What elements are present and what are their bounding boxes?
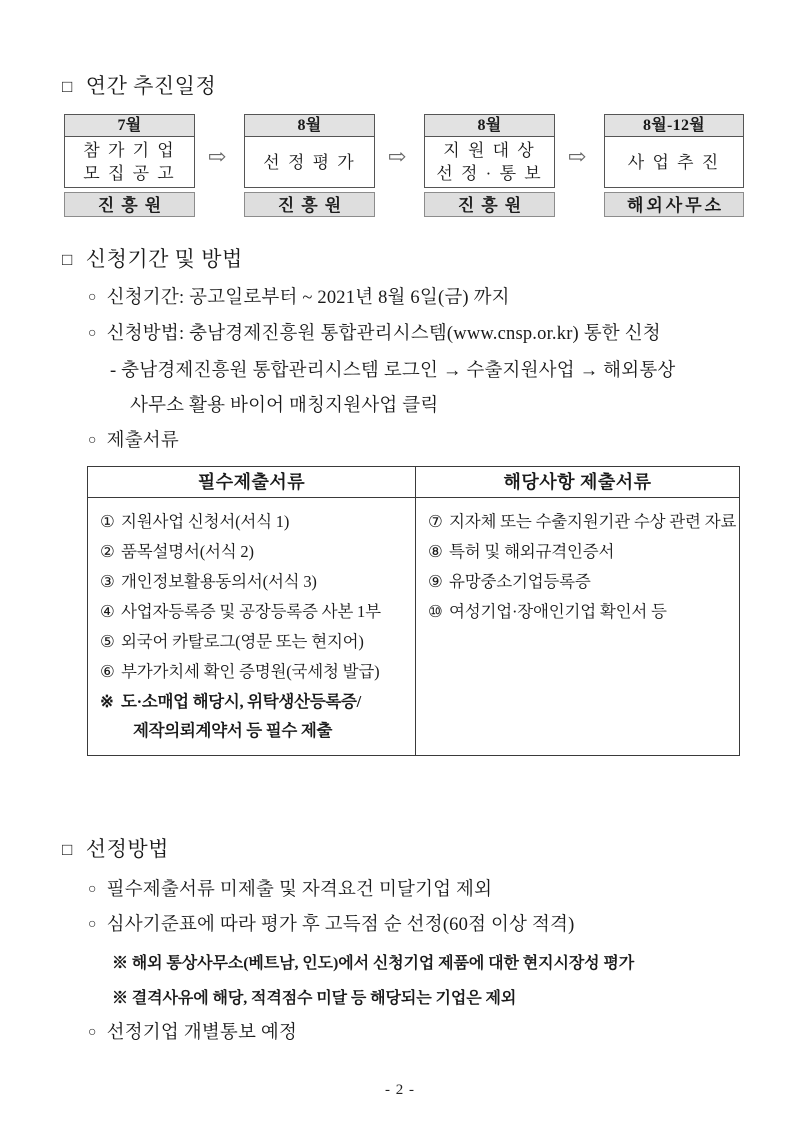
page-number-footer: - 2 - bbox=[385, 1082, 415, 1098]
flow-step-4-box bbox=[604, 114, 744, 188]
flow-step-1-line-2: 모 집 공 고 bbox=[83, 164, 176, 183]
note-text-line-1: 도·소매업 해당시, 위탁생산등록증/ bbox=[121, 692, 361, 711]
circle-bullet-icon: ○ bbox=[88, 1025, 97, 1040]
application-method-substep-1: - 충남경제진흥원 통합관리시스템 로그인 → 수출지원사업 → 해외통상 bbox=[110, 361, 676, 381]
documents-table-header-conditional: 해당사항 제출서류 bbox=[503, 472, 652, 492]
table-row-note-continued bbox=[88, 716, 415, 745]
section-heading-application bbox=[62, 243, 243, 273]
flow-step-1-org: 진흥원 bbox=[64, 192, 195, 217]
item-number: ⑤ bbox=[100, 632, 115, 651]
documents-column-conditional bbox=[416, 498, 739, 755]
flow-step-2 bbox=[244, 114, 375, 217]
square-bullet-icon: □ bbox=[62, 77, 73, 96]
flow-step-4-body bbox=[605, 137, 743, 187]
flow-step-4-org: 해외사무소 bbox=[604, 192, 744, 217]
flow-step-3-body bbox=[425, 137, 554, 187]
table-row bbox=[88, 567, 415, 597]
item-text: 사업자등록증 및 공장등록증 사본 1부 bbox=[121, 602, 381, 621]
item-number: ⑧ bbox=[428, 542, 443, 561]
circle-bullet-icon: ○ bbox=[88, 882, 97, 897]
table-row bbox=[88, 627, 415, 657]
table-row bbox=[88, 597, 415, 627]
bullet-text: 신청방법: 충남경제진흥원 통합관리시스템(www.cnsp.or.kr) 통한 신청 bbox=[106, 324, 661, 344]
circle-bullet-icon: ○ bbox=[88, 917, 97, 932]
item-text: 외국어 카탈로그(영문 또는 현지어) bbox=[121, 632, 364, 651]
flow-step-4 bbox=[604, 114, 744, 217]
item-text: 유망중소기업등록증 bbox=[449, 572, 591, 591]
flow-arrow-3-icon: ⇨ bbox=[567, 144, 587, 169]
flow-step-1-body bbox=[65, 137, 194, 187]
flow-step-3 bbox=[424, 114, 555, 217]
bullet-selection-criteria bbox=[88, 910, 574, 936]
annual-schedule-flowchart bbox=[64, 114, 744, 214]
bullet-text: 선정기업 개별통보 예정 bbox=[106, 1023, 298, 1043]
flow-step-2-body bbox=[245, 137, 374, 187]
documents-table-header-required: 필수제출서류 bbox=[88, 467, 416, 497]
item-text: 개인정보활용동의서(서식 3) bbox=[121, 572, 317, 591]
selection-note-2: ※ 결격사유에 해당, 적격점수 미달 등 해당되는 기업은 제외 bbox=[112, 990, 517, 1007]
flow-step-3-line-2: 선 정 · 통 보 bbox=[436, 164, 543, 183]
item-text: 지원사업 신청서(서식 1) bbox=[121, 512, 290, 531]
flow-step-1-box bbox=[64, 114, 195, 188]
circle-bullet-icon: ○ bbox=[88, 290, 97, 305]
section-heading-schedule bbox=[62, 70, 216, 100]
section-title-text: 연간 추진일정 bbox=[85, 74, 217, 98]
bullet-text: 제출서류 bbox=[106, 431, 179, 451]
flow-step-1-month: 7월 bbox=[65, 115, 194, 137]
documents-table-header-row bbox=[88, 467, 739, 498]
item-number: ④ bbox=[100, 602, 115, 621]
bullet-selection-notification bbox=[88, 1018, 297, 1044]
bullet-selection-exclusion bbox=[88, 875, 492, 901]
note-text-line-2: 제작의뢰계약서 등 필수 제출 bbox=[133, 721, 333, 740]
flow-step-3-line-1: 지 원 대 상 bbox=[443, 141, 536, 160]
documents-table bbox=[87, 466, 740, 756]
section-title-text: 선정방법 bbox=[85, 837, 169, 861]
item-number: ⑦ bbox=[428, 512, 443, 531]
bullet-application-method bbox=[88, 319, 661, 345]
section-title-text: 신청기간 및 방법 bbox=[85, 247, 243, 271]
flow-arrow-1-icon: ⇨ bbox=[207, 144, 227, 169]
bullet-submission-documents bbox=[88, 426, 179, 452]
table-row bbox=[88, 507, 415, 537]
flow-step-2-line-1: 선 정 평 가 bbox=[263, 152, 356, 172]
flow-step-1 bbox=[64, 114, 195, 217]
flow-step-4-line-1: 사 업 추 진 bbox=[627, 152, 721, 172]
flow-step-3-month: 8월 bbox=[425, 115, 554, 137]
documents-column-required bbox=[88, 498, 416, 755]
bullet-text: 필수제출서류 미제출 및 자격요건 미달기업 제외 bbox=[106, 880, 493, 900]
item-text: 여성기업·장애인기업 확인서 등 bbox=[449, 602, 667, 621]
square-bullet-icon: □ bbox=[62, 250, 73, 269]
table-row bbox=[88, 657, 415, 687]
flow-step-1-line-1: 참 가 기 업 bbox=[83, 141, 176, 160]
section-heading-selection bbox=[62, 833, 169, 863]
table-row bbox=[416, 537, 739, 567]
flow-step-2-box bbox=[244, 114, 375, 188]
item-number: ⑨ bbox=[428, 572, 443, 591]
flow-step-3-box bbox=[424, 114, 555, 188]
asterisk-icon: ※ bbox=[100, 692, 114, 711]
circle-bullet-icon: ○ bbox=[88, 326, 97, 341]
flow-step-3-org: 진흥원 bbox=[424, 192, 555, 217]
item-number: ⑩ bbox=[428, 602, 443, 621]
table-row bbox=[416, 507, 739, 537]
item-text: 부가가치세 확인 증명원(국세청 발급) bbox=[121, 662, 380, 681]
documents-table-body bbox=[88, 498, 739, 755]
table-row bbox=[416, 567, 739, 597]
table-row bbox=[416, 597, 739, 627]
flow-step-2-org: 진흥원 bbox=[244, 192, 375, 217]
item-text: 품목설명서(서식 2) bbox=[121, 542, 254, 561]
flow-step-2-month: 8월 bbox=[245, 115, 374, 137]
bullet-application-period bbox=[88, 283, 510, 309]
item-text: 지자체 또는 수출지원기관 수상 관련 자료 bbox=[449, 512, 737, 531]
flow-step-4-month: 8월-12월 bbox=[605, 115, 743, 137]
selection-note-1: ※ 해외 통상사무소(베트남, 인도)에서 신청기업 제품에 대한 현지시장성 평가 bbox=[112, 955, 635, 972]
bullet-text: 심사기준표에 따라 평가 후 고득점 순 선정(60점 이상 적격) bbox=[106, 915, 575, 935]
bullet-text: 신청기간: 공고일로부터 ~ 2021년 8월 6일(금) 까지 bbox=[106, 288, 510, 308]
table-row bbox=[88, 537, 415, 567]
application-method-substep-2: 사무소 활용 바이어 매칭지원사업 클릭 bbox=[130, 396, 439, 416]
table-row-note bbox=[88, 687, 415, 716]
item-number: ① bbox=[100, 512, 115, 531]
item-text: 특허 및 해외규격인증서 bbox=[449, 542, 615, 561]
item-number: ⑥ bbox=[100, 662, 115, 681]
item-number: ③ bbox=[100, 572, 115, 591]
item-number: ② bbox=[100, 542, 115, 561]
square-bullet-icon: □ bbox=[62, 840, 73, 859]
flow-arrow-2-icon: ⇨ bbox=[387, 144, 407, 169]
circle-bullet-icon: ○ bbox=[88, 433, 97, 448]
